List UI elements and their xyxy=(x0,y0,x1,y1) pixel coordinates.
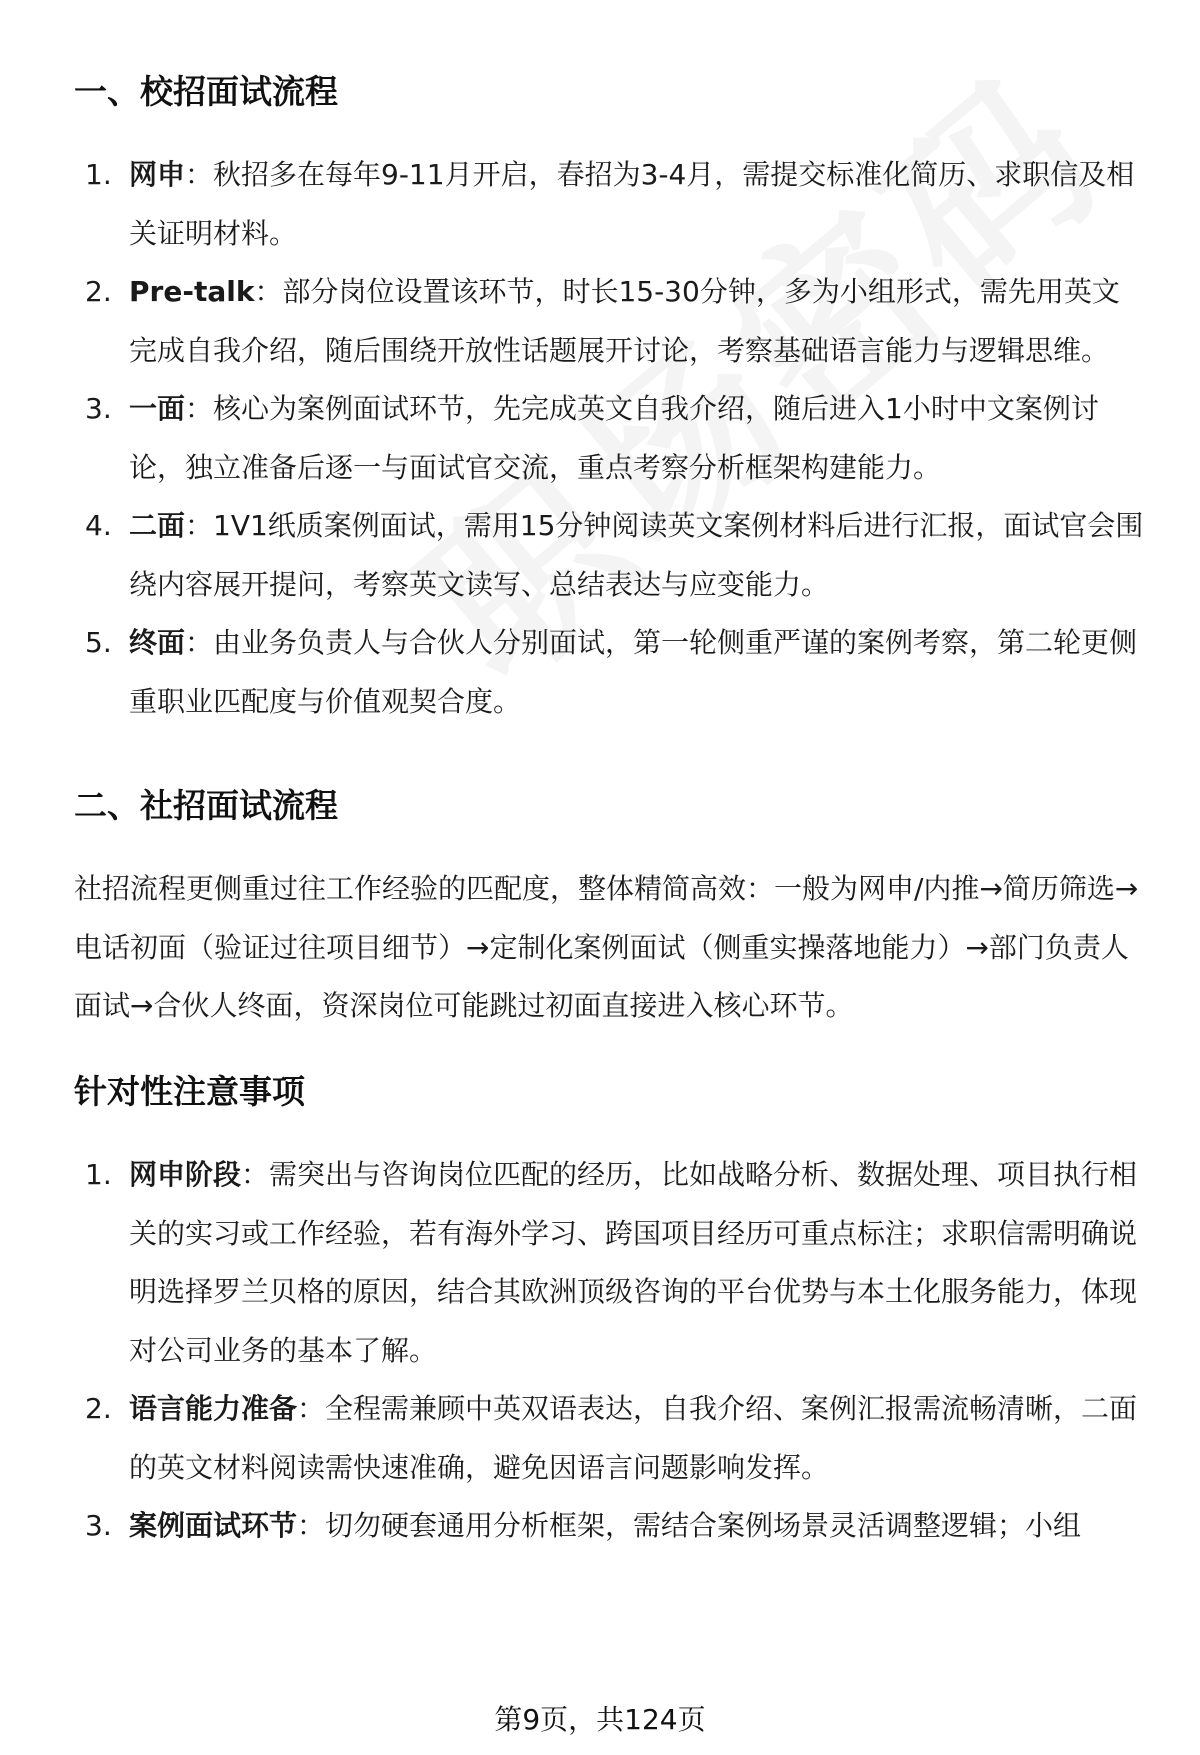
page-footer: 第9页，共124页 xyxy=(494,1703,706,1736)
item-text: ：全程需兼顾中英双语表达，自我介绍、案例汇报需流畅清晰，二面的英文材料阅读需快速准确，避免因语言问题影响发挥。 xyxy=(129,1392,1138,1484)
item-label: 语言能力准备 xyxy=(129,1392,298,1425)
list-number: 3. xyxy=(85,1509,112,1542)
list-item xyxy=(74,497,1144,614)
list-item xyxy=(74,380,1144,497)
list-item xyxy=(74,614,1144,731)
social-process-paragraph: 社招流程更侧重过往工作经验的匹配度，整体精简高效：一般为网申/内推→简历筛选→电话初面（验证过往项目细节）→定制化案例面试（侧重实操落地能力）→部门负责人面试→合伙人终面，资深岗位可能跳过初面直接进入核心环节。 xyxy=(74,872,1139,1022)
item-label: Pre-talk xyxy=(129,275,255,308)
item-text: ：部分岗位设置该环节，时长15-30分钟，多为小组形式，需先用英文完成自我介绍，随后围绕开放性话题展开讨论，考察基础语言能力与逻辑思维。 xyxy=(129,275,1120,367)
item-text: ：秋招多在每年9-11月开启，春招为3-4月，需提交标准化简历、求职信及相关证明材料。 xyxy=(129,158,1135,250)
list-item xyxy=(74,146,1144,263)
list-number: 1. xyxy=(85,158,112,191)
item-text: ：切勿硬套通用分析框架，需结合案例场景灵活调整逻辑；小组 xyxy=(297,1509,1082,1542)
campus-process-list xyxy=(74,146,1144,731)
list-number: 2. xyxy=(85,275,112,308)
list-item xyxy=(74,1380,1144,1497)
list-number: 3. xyxy=(85,392,112,425)
list-item xyxy=(74,263,1144,380)
list-number: 5. xyxy=(85,626,112,659)
item-label: 案例面试环节 xyxy=(129,1509,298,1542)
item-label: 终面 xyxy=(129,626,186,659)
section-title-campus: 一、校招面试流程 xyxy=(74,72,338,111)
item-label: 网申 xyxy=(129,158,186,191)
list-number: 2. xyxy=(85,1392,112,1425)
section-title-notes: 针对性注意事项 xyxy=(74,1072,305,1111)
notes-list xyxy=(74,1146,1144,1556)
item-text: ：1V1纸质案例面试，需用15分钟阅读英文案例材料后进行汇报，面试官会围绕内容展开提问，考察英文读写、总结表达与应变能力。 xyxy=(129,509,1144,601)
item-text: ：核心为案例面试环节，先完成英文自我介绍，随后进入1小时中文案例讨论，独立准备后逐一与面试官交流，重点考察分析框架构建能力。 xyxy=(129,392,1099,484)
item-label: 一面 xyxy=(129,392,186,425)
item-label: 网申阶段 xyxy=(129,1158,242,1191)
section-title-social: 二、社招面试流程 xyxy=(74,786,338,825)
list-item xyxy=(74,1497,1144,1556)
list-number: 4. xyxy=(85,509,112,542)
item-text: ：由业务负责人与合伙人分别面试，第一轮侧重严谨的案例考察，第二轮更侧重职业匹配度与价值观契合度。 xyxy=(129,626,1138,718)
item-text: ：需突出与咨询岗位匹配的经历，比如战略分析、数据处理、项目执行相关的实习或工作经验，若有海外学习、跨国项目经历可重点标注；求职信需明确说明选择罗兰贝格的原因，结合其欧洲顶级咨询的平台优势与本土化服务能力，体现对公司业务的基本了解。 xyxy=(129,1158,1138,1367)
list-number: 1. xyxy=(85,1158,112,1191)
list-item xyxy=(74,1146,1144,1380)
item-label: 二面 xyxy=(129,509,186,542)
